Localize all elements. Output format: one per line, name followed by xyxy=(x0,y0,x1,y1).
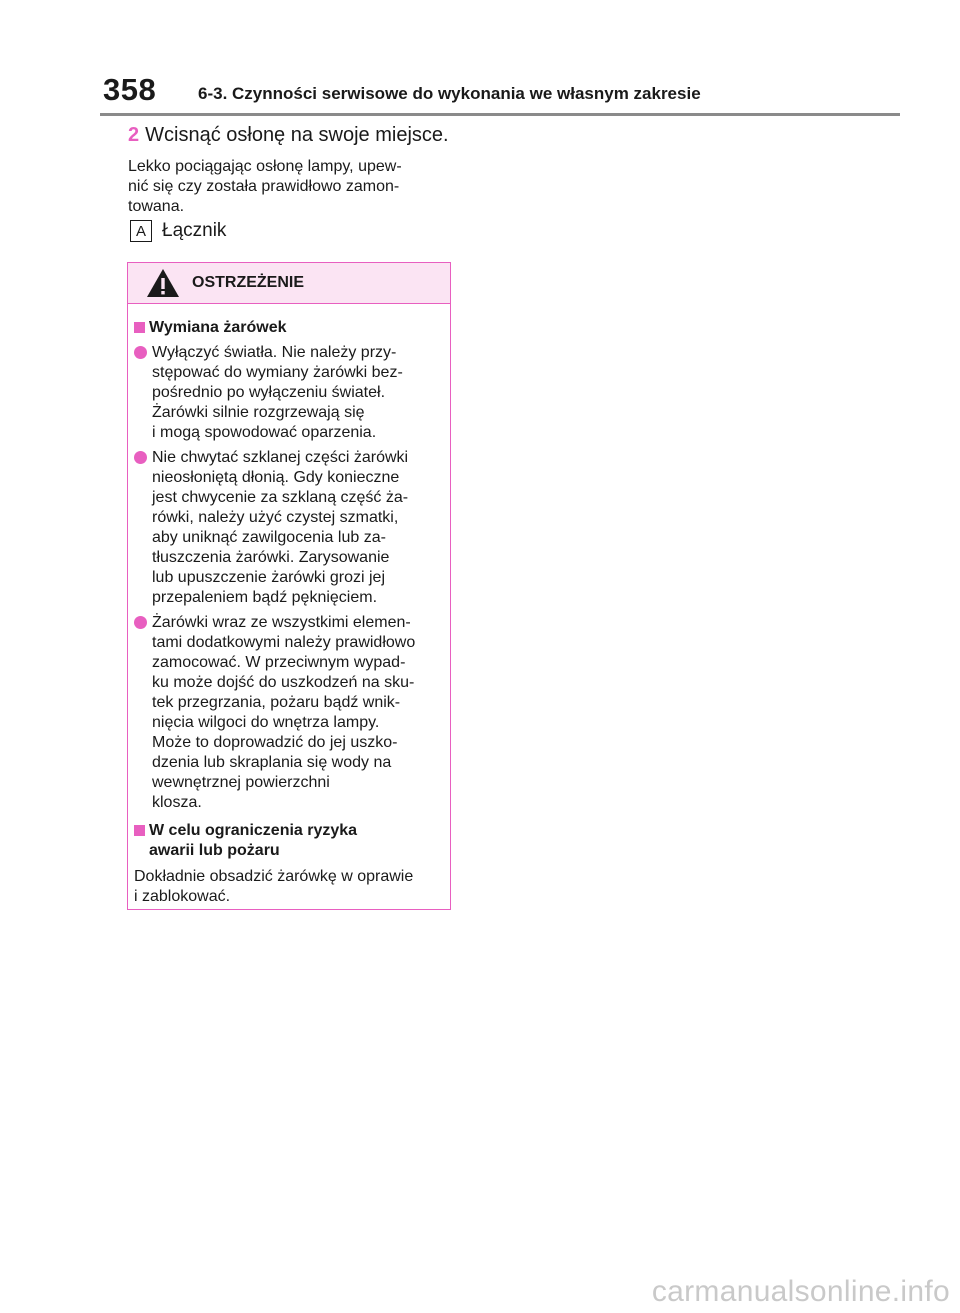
warning-title: OSTRZEŻENIE xyxy=(192,274,305,291)
warning-body xyxy=(128,304,450,907)
warning-subheading xyxy=(134,318,444,338)
bullet-text: Żarówki wraz ze wszystkimi elemen- tami dodatkowymi należy prawidłowo zamocować. W przeciwnym wypad- ku może dojść do uszkodzeń na sku- tek przegrzania, pożaru bądź wnik- nięcia wilgoci do wnętrza lampy. Może to doprowadzić do jej uszko- dzenia lub skraplania się wody na wewnętrznej powierzchni klosza. xyxy=(152,614,416,811)
watermark: carmanualsonline.info xyxy=(651,1275,950,1308)
round-bullet-icon xyxy=(134,346,147,359)
square-bullet-icon xyxy=(134,825,145,836)
bullet-text: Nie chwytać szklanej części żarówki nieosłoniętą dłonią. Gdy konieczne jest chwycenie za szklaną część ża- rówki, należy użyć czystej szmatki, aby uniknąć zawilgocenia lub za- tłuszczenia żarówki. Zarysowanie lub upuszczenie żarówki grozi jej przepaleniem bądź pęknięciem. xyxy=(152,449,409,606)
warning-triangle-icon xyxy=(146,268,180,298)
step-heading xyxy=(128,124,449,147)
page-number: 358 xyxy=(103,72,157,107)
warning-bullet xyxy=(134,343,444,443)
callout-label: Łącznik xyxy=(162,220,227,241)
round-bullet-icon xyxy=(134,451,147,464)
callout-legend xyxy=(130,219,226,243)
warning-header xyxy=(128,263,450,304)
step-title: Wcisnąć osłonę na swoje miejsce. xyxy=(145,124,449,146)
step-number: 2 xyxy=(128,124,140,146)
page-header xyxy=(0,0,960,118)
step-description: Lekko pociągając osłonę lampy, upew- nić się czy została prawidłowo zamon- towana. xyxy=(128,158,402,215)
subheading-text: Wymiana żarówek xyxy=(149,319,287,336)
header-divider xyxy=(100,113,900,116)
warning-box xyxy=(127,262,451,910)
warning-bullet xyxy=(134,448,444,608)
round-bullet-icon xyxy=(134,616,147,629)
bullet-text: Wyłączyć światła. Nie należy przy- stępować do wymiany żarówki bez- pośrednio po wyłączeniu świateł. Żarówki silnie rozgrzewają się i mogą spowodować oparzenia. xyxy=(152,344,403,441)
warning-bullet xyxy=(134,613,444,813)
warning-subheading xyxy=(134,821,444,861)
square-bullet-icon xyxy=(134,322,145,333)
section-title: 6-3. Czynności serwisowe do wykonania we własnym zakresie xyxy=(198,84,701,103)
callout-badge: A xyxy=(130,220,152,242)
warning-paragraph: Dokładnie obsadzić żarówkę w oprawie i zablokować. xyxy=(134,868,414,905)
subheading-text: W celu ograniczenia ryzyka awarii lub pożaru xyxy=(149,822,358,859)
